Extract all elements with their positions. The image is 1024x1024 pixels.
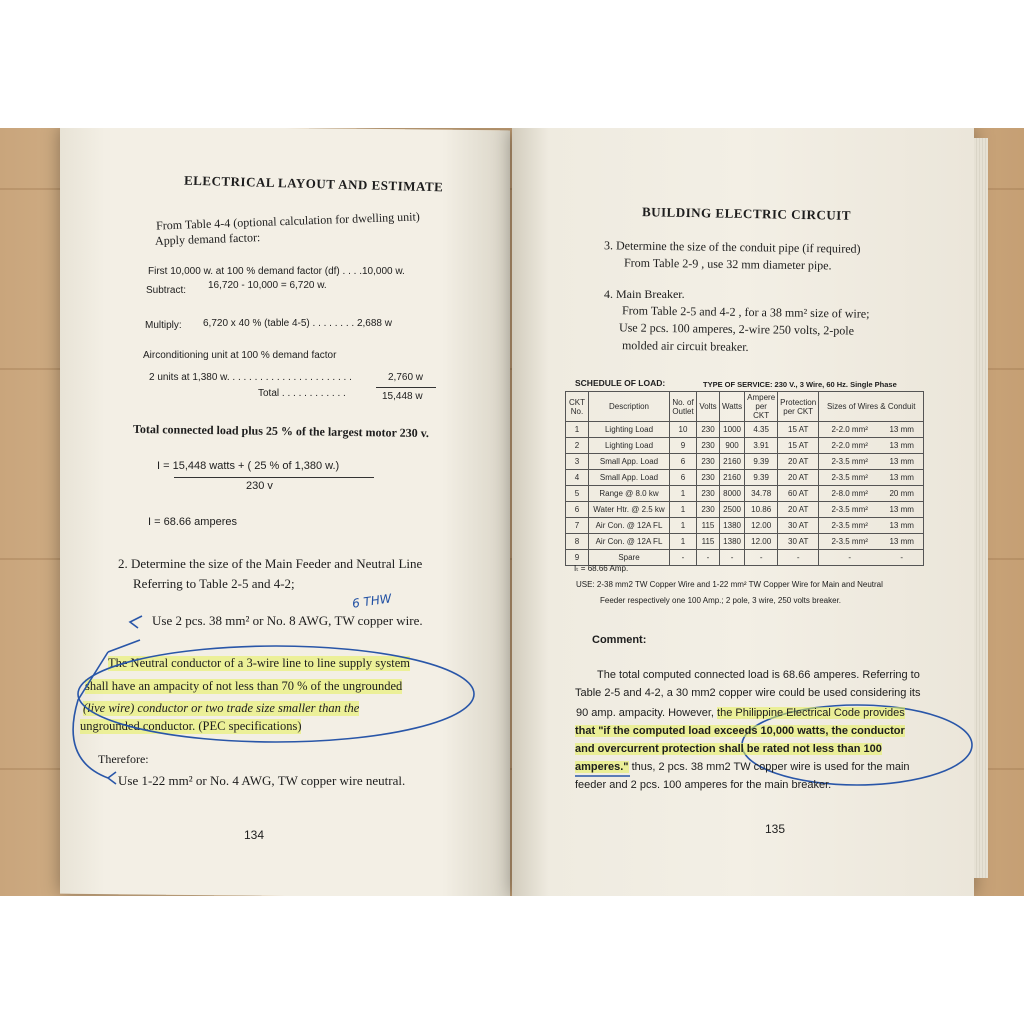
- table-cell: 1000: [720, 422, 745, 438]
- comment-line-4: that "if the computed load exceeds 10,000 watts, the conductor: [575, 725, 905, 737]
- left-page-title: ELECTRICAL LAYOUT AND ESTIMATE: [183, 172, 444, 195]
- table-body: [566, 422, 924, 566]
- subtract-label: Subtract:: [146, 285, 187, 296]
- comment-line-6: [575, 761, 910, 773]
- result-current: I = 68.66 amperes: [148, 516, 237, 528]
- neutral-rule-line-3: (live wire) conductor or two trade size smaller than the: [83, 701, 360, 715]
- table-cell: 230: [697, 470, 720, 486]
- bracket-arrow: [73, 640, 140, 778]
- table-row: [566, 454, 924, 470]
- table-cell: 2-2.0 mm²: [819, 422, 881, 438]
- table-cell: 13 mm: [880, 422, 924, 438]
- step-4-line-2: Use 2 pcs. 100 amperes, 2-wire 250 volts, 2-pole: [618, 320, 855, 338]
- table-row: [566, 518, 924, 534]
- table-cell: 60 AT: [778, 486, 819, 502]
- multiply-expression: 6,720 x 40 % (table 4-5) . . . . . . . . 2,688 w: [203, 318, 392, 329]
- table-cell: 13 mm: [880, 502, 924, 518]
- intro-line-2: Apply demand factor:: [154, 230, 261, 248]
- intro-text: From Table 4-4 (optional calculation for dwelling unit): [155, 209, 421, 233]
- table-cell: 2-2.0 mm²: [819, 438, 881, 454]
- table-cell: 3.91: [745, 438, 778, 454]
- table-cell: 2-3.5 mm²: [819, 534, 881, 550]
- page-number-right: 135: [765, 822, 786, 836]
- total-current-note: Iₜ = 68.66 Amp.: [574, 564, 629, 573]
- therefore-label: Therefore:: [98, 752, 149, 766]
- comment-line-7: feeder and 2 pcs. 100 amperes for the main breaker.: [575, 779, 832, 791]
- comment-line-3: [576, 707, 905, 719]
- arrow-head-bottom: [108, 772, 116, 784]
- table-cell: 8: [566, 534, 589, 550]
- table-cell: 115: [697, 534, 720, 550]
- table-header-row: [566, 392, 924, 422]
- total-value: 15,448 w: [382, 391, 423, 402]
- total-label: Total . . . . . . . . . . . .: [258, 388, 346, 399]
- table-cell: 13 mm: [880, 518, 924, 534]
- demand-line-1: First 10,000 w. at 100 % demand factor (df) . . . .10,000 w.: [148, 266, 405, 277]
- comment-line-3-start: 90 amp. ampacity. However,: [576, 707, 714, 719]
- table-cell: Small App. Load: [589, 454, 670, 470]
- neutral-rule-line-4: ungrounded conductor. (PEC specifications): [80, 719, 302, 733]
- table-cell: 230: [697, 422, 720, 438]
- table-cell: 1: [670, 486, 697, 502]
- table-row: [566, 534, 924, 550]
- aircon-line-2: 2 units at 1,380 w. . . . . . . . . . . . . . . . . . . . . . .: [149, 372, 352, 383]
- col-wires: Sizes of Wires & Conduit: [819, 392, 924, 422]
- use-note-2: Feeder respectively one 100 Amp.; 2 pole, 3 wire, 250 volts breaker.: [600, 596, 842, 605]
- table-cell: 15 AT: [778, 438, 819, 454]
- table-cell: 230: [697, 454, 720, 470]
- neutral-rule-line-1: The Neutral conductor of a 3-wire line to line supply system: [108, 656, 411, 670]
- col-ckt: CKT No.: [566, 392, 589, 422]
- comment-line-5: and overcurrent protection shall be rated not less than 100: [575, 743, 882, 755]
- table-cell: 13 mm: [880, 534, 924, 550]
- table-cell: 13 mm: [880, 438, 924, 454]
- table-cell: -: [819, 550, 881, 566]
- table-cell: 9.39: [745, 454, 778, 470]
- table-cell: -: [778, 550, 819, 566]
- col-ampere: Ampere per CKT: [745, 392, 778, 422]
- comment-line-6-highlight: amperes.": [575, 761, 629, 773]
- use-main-feeder: Use 2 pcs. 38 mm² or No. 8 AWG, TW copper wire.: [152, 613, 423, 628]
- col-protection: Protection per CKT: [778, 392, 819, 422]
- comment-label: Comment:: [592, 634, 647, 646]
- table-cell: 6: [670, 454, 697, 470]
- col-volts: Volts: [697, 392, 720, 422]
- table-cell: 1: [566, 422, 589, 438]
- page-number-left: 134: [244, 828, 265, 842]
- handwritten-note: 6 THW: [351, 591, 393, 611]
- col-watts: Watts: [720, 392, 745, 422]
- arrow-head-top: [130, 616, 142, 628]
- table-cell: 13 mm: [880, 470, 924, 486]
- table-cell: 2-3.5 mm²: [819, 502, 881, 518]
- step-2-reference: Referring to Table 2-5 and 4-2;: [133, 576, 295, 591]
- step-4-title: 4. Main Breaker.: [604, 287, 685, 301]
- table-cell: -: [670, 550, 697, 566]
- table-cell: 30 AT: [778, 518, 819, 534]
- neutral-rule-circle: [78, 646, 474, 742]
- table-cell: 1380: [720, 534, 745, 550]
- table-cell: 2-3.5 mm²: [819, 470, 881, 486]
- table-cell: -: [720, 550, 745, 566]
- table-cell: Range @ 8.0 kw: [589, 486, 670, 502]
- total-connected-load: Total connected load plus 25 % of the largest motor 230 v.: [132, 421, 430, 441]
- table-cell: 34.78: [745, 486, 778, 502]
- table-cell: 20 AT: [778, 502, 819, 518]
- service-label: TYPE OF SERVICE: 230 V., 3 Wire, 60 Hz. Single Phase: [703, 380, 897, 389]
- aircon-value: 2,760 w: [388, 372, 424, 383]
- table-cell: 6: [670, 470, 697, 486]
- table-cell: 1380: [720, 518, 745, 534]
- table-cell: 2500: [720, 502, 745, 518]
- table-cell: 15 AT: [778, 422, 819, 438]
- use-note-1: USE: 2-38 mm2 TW Copper Wire and 1-22 mm² TW Copper Wire for Main and Neutral: [576, 580, 883, 589]
- table-cell: 8000: [720, 486, 745, 502]
- table-cell: 4: [566, 470, 589, 486]
- table-cell: Spare: [589, 550, 670, 566]
- table-cell: 2: [566, 438, 589, 454]
- table-cell: 3: [566, 454, 589, 470]
- comment-line-1: The total computed connected load is 68.66 amperes. Referring to: [597, 669, 920, 681]
- neutral-rule-line-2: shall have an ampacity of not less than 70 % of the ungrounded: [85, 679, 403, 693]
- table-cell: 1: [670, 502, 697, 518]
- table-cell: 9.39: [745, 470, 778, 486]
- table-row: [566, 486, 924, 502]
- formula-numerator: I = 15,448 watts + ( 25 % of 1,380 w.): [157, 460, 340, 472]
- table-cell: 12.00: [745, 534, 778, 550]
- table-cell: 6: [566, 502, 589, 518]
- table-cell: Lighting Load: [589, 438, 670, 454]
- table-cell: 10.86: [745, 502, 778, 518]
- table-cell: -: [697, 550, 720, 566]
- table-cell: 9: [566, 550, 589, 566]
- table-cell: 12.00: [745, 518, 778, 534]
- comment-line-2: Table 2-5 and 4-2, a 30 mm2 copper wire could be used considering its: [575, 687, 921, 699]
- table-cell: 7: [566, 518, 589, 534]
- table-row: [566, 438, 924, 454]
- step-4-line-3: molded air circuit breaker.: [621, 338, 749, 354]
- aircon-line-1: Airconditioning unit at 100 % demand factor: [143, 350, 337, 361]
- right-page-title: BUILDING ELECTRIC CIRCUIT: [641, 204, 852, 223]
- table-cell: 2-8.0 mm²: [819, 486, 881, 502]
- table-cell: Lighting Load: [589, 422, 670, 438]
- step-3-title: 3. Determine the size of the conduit pipe (if required): [603, 238, 861, 256]
- schedule-of-load-table: [565, 391, 924, 566]
- table-cell: 4.35: [745, 422, 778, 438]
- table-cell: 30 AT: [778, 534, 819, 550]
- comment-line-3-highlight: the Philippine Electrical Code provides: [717, 707, 905, 719]
- use-neutral: Use 1-22 mm² or No. 4 AWG, TW copper wire neutral.: [118, 773, 406, 788]
- table-cell: -: [880, 550, 924, 566]
- step-3-detail: From Table 2-9 , use 32 mm diameter pipe.: [623, 255, 832, 273]
- table-cell: 230: [697, 486, 720, 502]
- table-cell: Air Con. @ 12A FL: [589, 518, 670, 534]
- table-cell: 20 AT: [778, 470, 819, 486]
- table-cell: 2160: [720, 470, 745, 486]
- table-cell: 115: [697, 518, 720, 534]
- table-cell: 230: [697, 438, 720, 454]
- table-cell: 20 mm: [880, 486, 924, 502]
- table-row: [566, 422, 924, 438]
- table-row: [566, 470, 924, 486]
- table-cell: 2160: [720, 454, 745, 470]
- table-cell: Small App. Load: [589, 470, 670, 486]
- col-description: Description: [589, 392, 670, 422]
- table-cell: -: [745, 550, 778, 566]
- table-cell: Air Con. @ 12A FL: [589, 534, 670, 550]
- table-cell: 1: [670, 534, 697, 550]
- table-cell: 10: [670, 422, 697, 438]
- table-cell: 900: [720, 438, 745, 454]
- table-cell: 1: [670, 518, 697, 534]
- step-4-line-1: From Table 2-5 and 4-2 , for a 38 mm² size of wire;: [621, 303, 870, 321]
- subtract-expression: 16,720 - 10,000 = 6,720 w.: [208, 280, 327, 291]
- table-cell: 20 AT: [778, 454, 819, 470]
- table-cell: 230: [697, 502, 720, 518]
- col-outlet: No. of Outlet: [670, 392, 697, 422]
- step-2-title: 2. Determine the size of the Main Feeder and Neutral Line: [118, 556, 423, 571]
- table-cell: 2-3.5 mm²: [819, 518, 881, 534]
- table-cell: 9: [670, 438, 697, 454]
- multiply-label: Multiply:: [145, 320, 182, 331]
- table-cell: 2-3.5 mm²: [819, 454, 881, 470]
- formula-denominator: 230 v: [246, 480, 273, 492]
- comment-line-6-rest: thus, 2 pcs. 38 mm2 TW copper wire is used for the main: [628, 761, 910, 773]
- table-row: [566, 502, 924, 518]
- table-cell: 5: [566, 486, 589, 502]
- table-cell: 13 mm: [880, 454, 924, 470]
- table-cell: Water Htr. @ 2.5 kw: [589, 502, 670, 518]
- schedule-label: SCHEDULE OF LOAD:: [575, 378, 666, 388]
